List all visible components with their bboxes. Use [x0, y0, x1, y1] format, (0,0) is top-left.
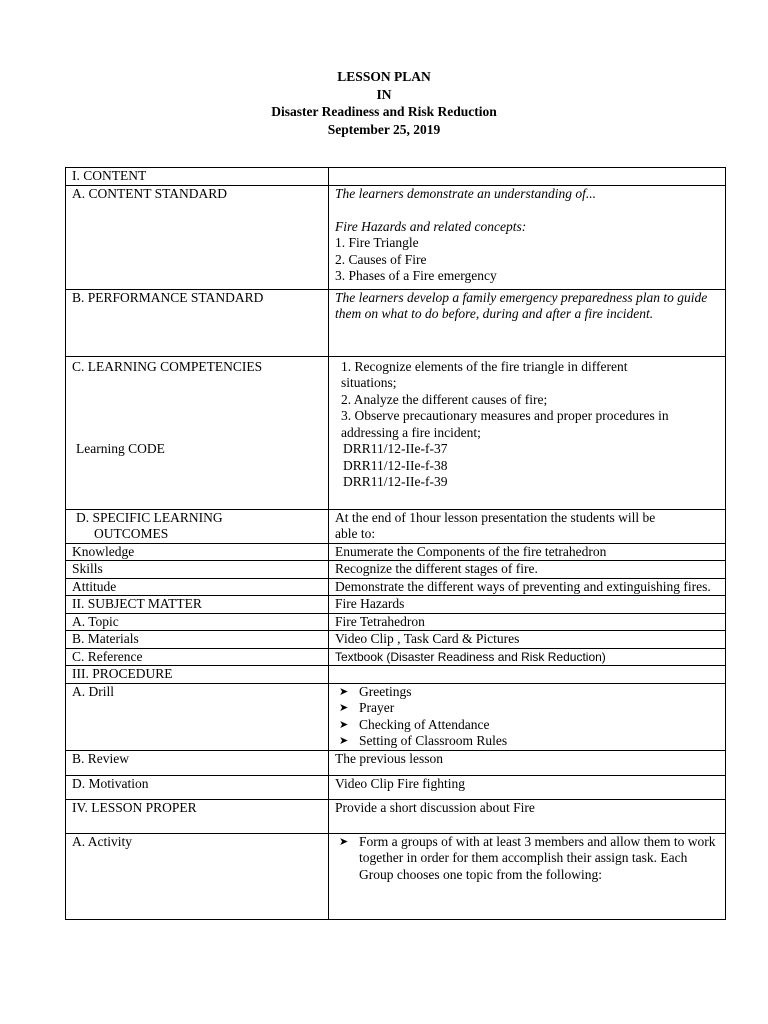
- outcomes-label-line1: D. SPECIFIC LEARNING: [76, 509, 223, 525]
- title-line-3: Disaster Readiness and Risk Reduction: [271, 104, 497, 119]
- competency-line: 3. Observe precautionary measures and proper procedures in: [341, 408, 669, 423]
- knowledge-label: Knowledge: [66, 543, 329, 561]
- procedure-label: III. PROCEDURE: [66, 666, 329, 684]
- motivation-label: D. Motivation: [66, 775, 329, 799]
- specific-outcomes-value: [329, 509, 726, 543]
- knowledge-value: Enumerate the Components of the fire tetrahedron: [329, 543, 726, 561]
- table-row: [66, 543, 726, 561]
- lesson-plan-table: [65, 167, 726, 920]
- list-item: ➤ Setting of Classroom Rules: [339, 733, 508, 748]
- subject-matter-value: Fire Hazards: [329, 596, 726, 614]
- arrow-bullet-icon: ➤: [339, 835, 349, 848]
- content-standard-label: A. CONTENT STANDARD: [66, 185, 329, 289]
- table-row: [66, 509, 726, 543]
- table-row: [66, 775, 726, 799]
- lesson-proper-label: IV. LESSON PROPER: [66, 799, 329, 833]
- content-label: I. CONTENT: [66, 168, 329, 186]
- attitude-label: Attitude: [66, 578, 329, 596]
- learning-code: DRR11/12-IIe-f-37: [343, 441, 448, 456]
- review-label: B. Review: [66, 750, 329, 775]
- arrow-bullet-icon: ➤: [339, 735, 349, 747]
- materials-value: Video Clip , Task Card & Pictures: [329, 631, 726, 649]
- table-row: [66, 578, 726, 596]
- reference-label: C. Reference: [66, 648, 329, 666]
- table-row: [66, 561, 726, 579]
- list-item: ➤ Prayer: [339, 700, 395, 715]
- content-standard-value: [329, 185, 726, 289]
- procedure-value: [329, 666, 726, 684]
- competency-line: 1. Recognize elements of the fire triangle in different: [341, 358, 628, 374]
- table-row: [66, 648, 726, 666]
- outcomes-intro-line1: At the end of 1hour lesson presentation the students will be: [335, 509, 656, 525]
- learning-code: DRR11/12-IIe-f-38: [343, 457, 448, 473]
- activity-list: [335, 834, 721, 884]
- learning-code-label: Learning CODE: [76, 441, 165, 456]
- review-value: The previous lesson: [329, 750, 726, 775]
- performance-standard-label: B. PERFORMANCE STANDARD: [66, 289, 329, 356]
- content-standard-item: 3. Phases of a Fire emergency: [335, 268, 497, 283]
- skills-value: Recognize the different stages of fire.: [329, 561, 726, 579]
- table-row: [66, 833, 726, 919]
- list-item: ➤ Form a groups of with at least 3 members and allow them to work together in order for them accomplish their assign task. Each Group chooses one topic from the following:: [339, 833, 716, 882]
- competency-line: addressing a fire incident;: [341, 424, 481, 440]
- content-value: [329, 168, 726, 186]
- table-row: [66, 185, 726, 289]
- attitude-value: Demonstrate the different ways of preventing and extinguishing fires.: [329, 578, 726, 596]
- learning-competencies-heading: C. LEARNING COMPETENCIES: [72, 358, 263, 374]
- topic-label: A. Topic: [66, 613, 329, 631]
- topic-value: Fire Tetrahedron: [329, 613, 726, 631]
- title-line-4: September 25, 2019: [327, 121, 441, 137]
- title-line-2: IN: [376, 86, 392, 102]
- learning-code: DRR11/12-IIe-f-39: [343, 474, 448, 489]
- table-row: [66, 596, 726, 614]
- skills-label: Skills: [66, 561, 329, 579]
- table-row: [66, 799, 726, 833]
- table-row: [66, 356, 726, 509]
- lesson-proper-value: Provide a short discussion about Fire: [329, 799, 726, 833]
- content-standard-intro: The learners demonstrate an understanding of...: [335, 185, 596, 201]
- table-row: [66, 750, 726, 775]
- arrow-bullet-icon: ➤: [339, 685, 349, 698]
- content-standard-heading: Fire Hazards and related concepts:: [335, 218, 527, 234]
- activity-label: A. Activity: [66, 833, 329, 919]
- arrow-bullet-icon: ➤: [339, 718, 349, 731]
- content-standard-item: 1. Fire Triangle: [335, 235, 419, 250]
- outcomes-intro-line2: able to:: [335, 526, 376, 541]
- drill-label: A. Drill: [66, 683, 329, 750]
- learning-competencies-label: [66, 356, 329, 509]
- competency-line: situations;: [341, 375, 397, 390]
- table-row: [66, 168, 726, 186]
- document-title: [0, 68, 768, 138]
- content-standard-item: 2. Causes of Fire: [335, 251, 427, 267]
- subject-matter-label: II. SUBJECT MATTER: [66, 596, 329, 614]
- reference-value: Textbook (Disaster Readiness and Risk Reduction): [329, 648, 726, 666]
- list-item: ➤ Greetings: [339, 683, 412, 699]
- performance-standard-value: The learners develop a family emergency preparedness plan to guide them on what to do before, during and after a fire incident.: [329, 289, 726, 356]
- list-item: ➤ Checking of Attendance: [339, 716, 490, 732]
- title-line-1: LESSON PLAN: [337, 69, 431, 84]
- materials-label: B. Materials: [66, 631, 329, 649]
- arrow-bullet-icon: ➤: [339, 702, 349, 714]
- competency-line: 2. Analyze the different causes of fire;: [341, 391, 548, 407]
- motivation-value: Video Clip Fire fighting: [329, 775, 726, 799]
- outcomes-label-line2: OUTCOMES: [94, 526, 169, 541]
- table-row: [66, 631, 726, 649]
- learning-competencies-value: [329, 356, 726, 509]
- table-row: [66, 683, 726, 750]
- table-row: [66, 666, 726, 684]
- drill-list: [335, 684, 721, 750]
- activity-value: [329, 833, 726, 919]
- drill-value: [329, 683, 726, 750]
- specific-outcomes-label: [66, 509, 329, 543]
- table-row: [66, 613, 726, 631]
- table-row: [66, 289, 726, 356]
